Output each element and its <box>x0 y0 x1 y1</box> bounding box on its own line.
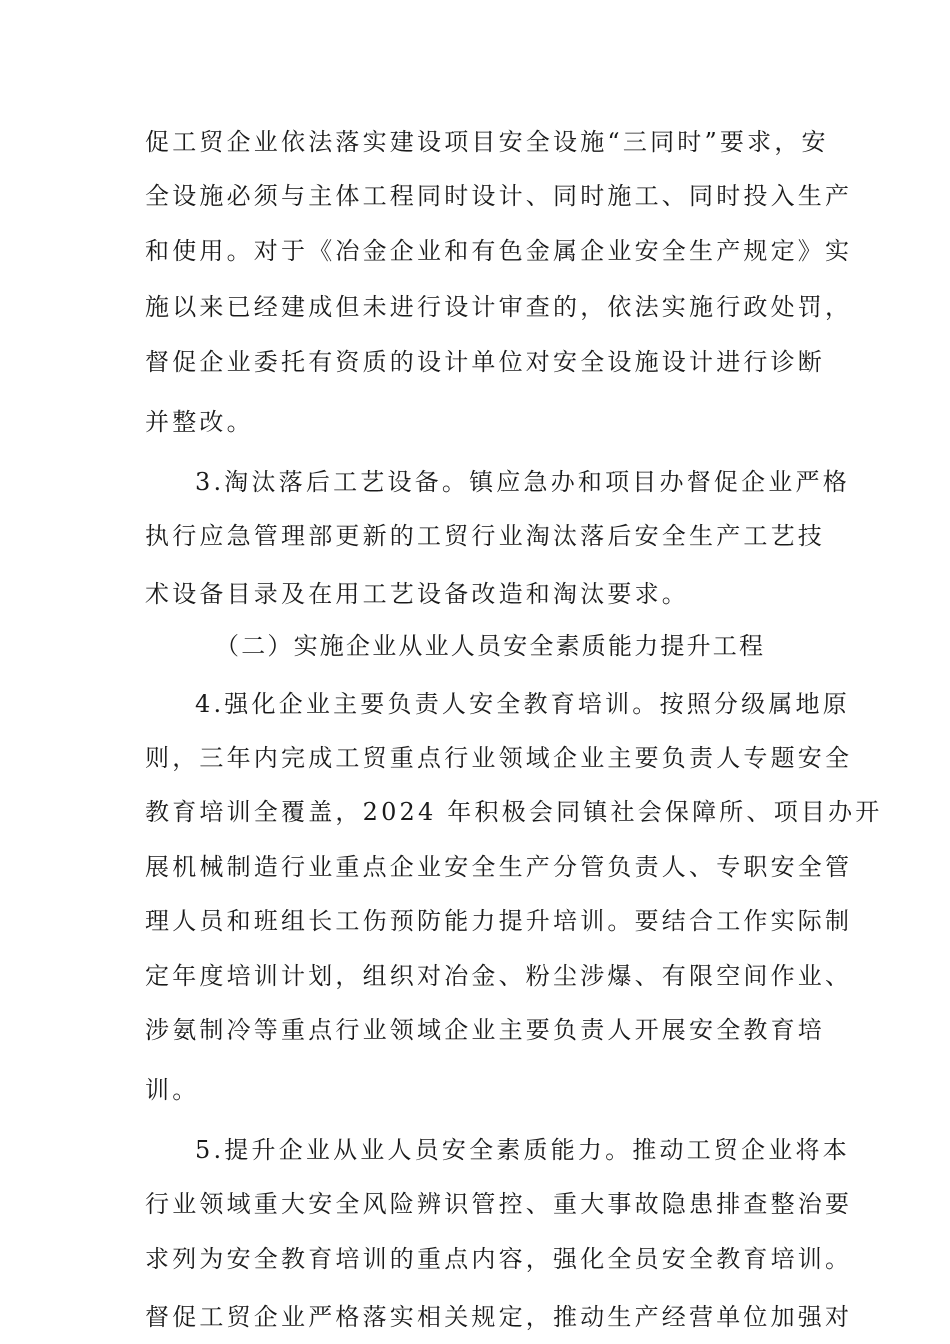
paragraph-line: 教育培训全覆盖，2024 年积极会同镇社会保障所、项目办开 <box>145 798 883 826</box>
paragraph-line-item-5: 5.提升企业从业人员安全素质能力。推动工贸企业将本 <box>195 1136 850 1164</box>
paragraph-line: 并整改。 <box>145 408 254 436</box>
paragraph-line-item-3: 3.淘汰落后工艺设备。镇应急办和项目办督促企业严格 <box>195 468 850 496</box>
paragraph-line: 和使用。对于《冶金企业和有色金属企业安全生产规定》实 <box>145 237 853 265</box>
section-heading: （二）实施企业从业人员安全素质能力提升工程 <box>215 632 766 660</box>
paragraph-line: 训。 <box>145 1076 200 1104</box>
paragraph-line: 施以来已经建成但未进行设计审查的，依法实施行政处罚， <box>145 293 853 321</box>
paragraph-line: 术设备目录及在用工艺设备改造和淘汰要求。 <box>145 580 689 608</box>
paragraph-line: 执行应急管理部更新的工贸行业淘汰落后安全生产工艺技 <box>145 522 825 550</box>
paragraph-line: 涉氨制冷等重点行业领域企业主要负责人开展安全教育培 <box>145 1016 825 1044</box>
paragraph-line: 促工贸企业依法落实建设项目安全设施“三同时”要求，安 <box>145 128 829 156</box>
paragraph-line: 则，三年内完成工贸重点行业领域企业主要负责人专题安全 <box>145 744 853 772</box>
paragraph-line: 全设施必须与主体工程同时设计、同时施工、同时投入生产 <box>145 182 853 210</box>
paragraph-line: 督促企业委托有资质的设计单位对安全设施设计进行诊断 <box>145 348 825 376</box>
paragraph-line-item-4: 4.强化企业主要负责人安全教育培训。按照分级属地原 <box>195 690 850 718</box>
paragraph-line: 展机械制造行业重点企业安全生产分管负责人、专职安全管 <box>145 853 853 881</box>
paragraph-line: 理人员和班组长工伤预防能力提升培训。要结合工作实际制 <box>145 907 853 935</box>
paragraph-line: 督促工贸企业严格落实相关规定，推动生产经营单位加强对 <box>145 1303 853 1331</box>
paragraph-line: 求列为安全教育培训的重点内容，强化全员安全教育培训。 <box>145 1245 853 1273</box>
paragraph-line: 定年度培训计划，组织对冶金、粉尘涉爆、有限空间作业、 <box>145 962 853 990</box>
paragraph-line: 行业领域重大安全风险辨识管控、重大事故隐患排查整治要 <box>145 1190 853 1218</box>
